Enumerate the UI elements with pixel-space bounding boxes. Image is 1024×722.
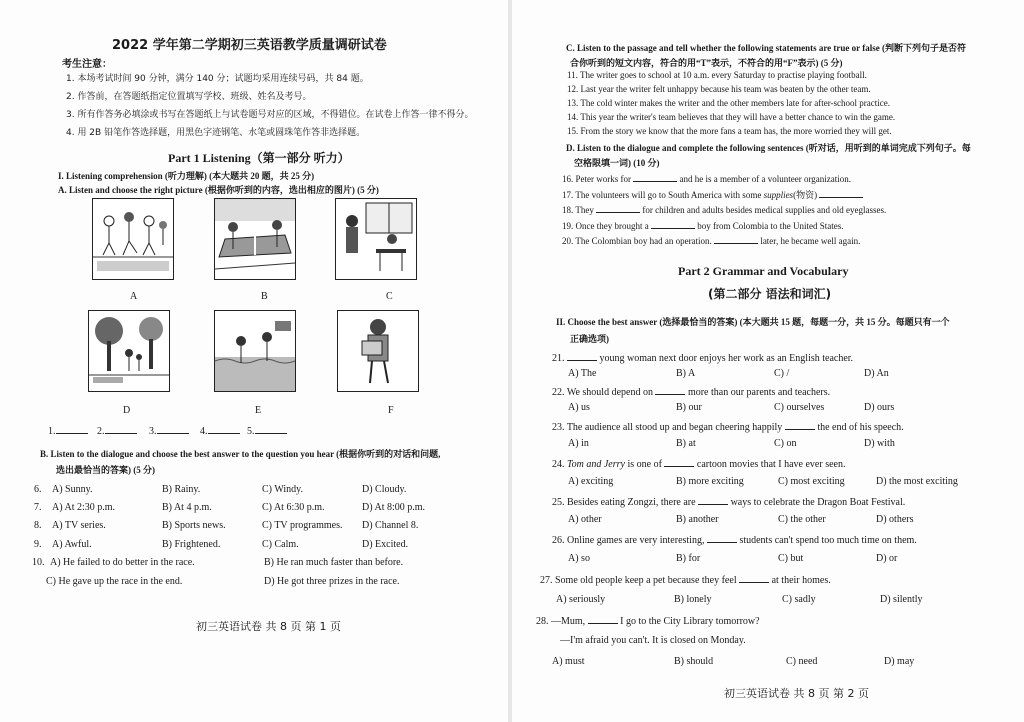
tf-statement: 13. The cold winter makes the writer and the other members late for after-school practice. bbox=[567, 98, 891, 108]
answer-blank-20[interactable] bbox=[714, 234, 758, 244]
answer-blank-16[interactable] bbox=[633, 172, 677, 182]
section-ii-heading: II. Choose the best answer (选择最恰当的答案) (本大题共 15 题，每题一分，共 15 分。每题只有一个 bbox=[556, 317, 950, 327]
page-footer: 初三英语试卷 共 8 页 第 1 页 bbox=[196, 620, 341, 633]
option-q25-d[interactable]: D) others bbox=[876, 514, 914, 525]
answer-blank-17[interactable] bbox=[819, 188, 863, 198]
picture-label-c: C bbox=[386, 291, 393, 302]
option-q7-c[interactable]: C) At 6:30 p.m. bbox=[262, 502, 325, 513]
section-c-heading: C. Listen to the passage and tell whether the following statements are true or false (判断下列句子是否符 bbox=[566, 43, 966, 53]
part1-title: Part 1 Listening（第一部分 听力） bbox=[168, 151, 350, 165]
option-q23-b[interactable]: B) at bbox=[676, 438, 696, 449]
option-q27-d[interactable]: D) silently bbox=[880, 594, 923, 605]
option-q8-d[interactable]: D) Channel 8. bbox=[362, 520, 419, 531]
option-q21-c[interactable]: C) / bbox=[774, 368, 790, 379]
notice-heading: 考生注意： bbox=[62, 59, 112, 70]
question-number: 7. bbox=[34, 502, 42, 513]
answer-blank-19[interactable] bbox=[651, 219, 695, 229]
option-q25-a[interactable]: A) other bbox=[568, 514, 602, 525]
option-q6-a[interactable]: A) Sunny. bbox=[52, 484, 93, 495]
question-number: 10. bbox=[32, 557, 45, 568]
option-q9-a[interactable]: A) Awful. bbox=[52, 539, 92, 550]
option-q26-a[interactable]: A) so bbox=[568, 553, 590, 564]
option-q23-d[interactable]: D) with bbox=[864, 438, 895, 449]
notice-item: 3. 所有作答务必填涂或书写在答题纸上与试卷题号对应的区域，不得错位。在试卷上作答一律不得分。 bbox=[66, 110, 474, 120]
question-28-reply: —I'm afraid you can't. It is closed on Monday. bbox=[560, 635, 746, 646]
question-21: 21. young woman next door enjoys her work as an English teacher. bbox=[552, 353, 854, 364]
picture-label-a: A bbox=[130, 291, 138, 302]
picture-label-f: F bbox=[388, 405, 394, 416]
option-q7-b[interactable]: B) At 4 p.m. bbox=[162, 502, 212, 513]
option-q6-c[interactable]: C) Windy. bbox=[262, 484, 303, 495]
option-q9-c[interactable]: C) Calm. bbox=[262, 539, 299, 550]
option-q24-b[interactable]: B) more exciting bbox=[676, 476, 744, 487]
option-q26-d[interactable]: D) or bbox=[876, 553, 898, 564]
fill-sentence-16: 16. Peter works for and he is a member of a volunteer organization. bbox=[562, 174, 852, 184]
section-b-heading-cont: 选出最恰当的答案) (5 分) bbox=[56, 465, 155, 475]
option-q8-b[interactable]: B) Sports news. bbox=[162, 520, 226, 531]
option-q9-b[interactable]: B) Frightened. bbox=[162, 539, 221, 550]
option-q24-a[interactable]: A) exciting bbox=[568, 476, 614, 487]
section-i-heading: I. Listening comprehension (听力理解) (本大题共 20 题，共 25 分) bbox=[58, 171, 315, 181]
option-q28-c[interactable]: C) need bbox=[786, 656, 818, 667]
option-q9-d[interactable]: D) Excited. bbox=[362, 539, 409, 550]
answer-blank-1[interactable]: 1. bbox=[48, 424, 88, 437]
question-24: 24. Tom and Jerry is one of cartoon movies that I have ever seen. bbox=[552, 459, 846, 470]
answer-blank-18[interactable] bbox=[596, 203, 640, 213]
answer-blank-4[interactable]: 4. bbox=[200, 424, 240, 437]
option-q21-a[interactable]: A) The bbox=[568, 368, 597, 379]
question-22: 22. We should depend on more than our parents and teachers. bbox=[552, 387, 831, 398]
option-q10-d[interactable]: D) He got three prizes in the race. bbox=[264, 576, 400, 587]
exam-page-1 bbox=[0, 0, 508, 722]
part2-title: Part 2 Grammar and Vocabulary bbox=[678, 264, 849, 278]
option-q25-b[interactable]: B) another bbox=[676, 514, 719, 525]
section-c-heading-cont: 合你听到的短文内容，符合的用“T”表示，不符合的用“F”表示) (5 分) bbox=[570, 58, 843, 68]
option-q10-a[interactable]: A) He failed to do better in the race. bbox=[50, 557, 195, 568]
option-q23-a[interactable]: A) in bbox=[568, 438, 589, 449]
fill-sentence-18: 18. They for children and adults besides medical supplies and old eyeglasses. bbox=[562, 205, 887, 215]
question-28: 28. —Mum, I go to the City Library tomorrow? bbox=[536, 616, 760, 627]
picture-label-e: E bbox=[255, 405, 262, 416]
picture-label-d: D bbox=[123, 405, 131, 416]
picture-b bbox=[214, 198, 296, 280]
option-q22-d[interactable]: D) ours bbox=[864, 402, 895, 413]
option-q25-c[interactable]: C) the other bbox=[778, 514, 826, 525]
fill-sentence-19: 19. Once they brought a boy from Colombia to the United States. bbox=[562, 221, 844, 231]
page-footer: 初三英语试卷 共 8 页 第 2 页 bbox=[724, 687, 869, 700]
option-q28-d[interactable]: D) may bbox=[884, 656, 915, 667]
picture-e bbox=[214, 310, 296, 392]
option-q27-a[interactable]: A) seriously bbox=[556, 594, 606, 605]
park-illustration bbox=[89, 311, 169, 391]
table-tennis-illustration bbox=[215, 199, 295, 279]
tf-statement: 12. Last year the writer felt unhappy because his team was beaten by the other team. bbox=[567, 84, 871, 94]
flood-illustration bbox=[215, 311, 295, 391]
option-q28-a[interactable]: A) must bbox=[552, 656, 585, 667]
notice-item: 1. 本场考试时间 90 分钟，满分 140 分；试题均采用连续号码，共 84 题。 bbox=[66, 74, 369, 84]
tf-statement: 11. The writer goes to school at 10 a.m. every Saturday to practise playing football. bbox=[567, 70, 867, 80]
part2-subtitle: (第二部分 语法和词汇) bbox=[708, 287, 832, 301]
option-q6-d[interactable]: D) Cloudy. bbox=[362, 484, 407, 495]
exam-page-2 bbox=[512, 0, 1024, 722]
option-q8-c[interactable]: C) TV programmes. bbox=[262, 520, 343, 531]
classroom-illustration bbox=[336, 199, 416, 279]
option-q21-b[interactable]: B) A bbox=[676, 368, 696, 379]
question-27: 27. Some old people keep a pet because they feel at their homes. bbox=[540, 575, 831, 586]
option-q22-c[interactable]: C) ourselves bbox=[774, 402, 825, 413]
kids-running-illustration bbox=[93, 199, 173, 279]
notice-item: 2. 作答前，在答题纸指定位置填写学校、班级、姓名及考号。 bbox=[66, 92, 312, 102]
question-26: 26. Online games are very interesting, students can't spend too much time on them. bbox=[552, 535, 917, 546]
question-number: 6. bbox=[34, 484, 42, 495]
notice-item: 4. 用 2B 铅笔作答选择题，用黑色字迹钢笔、水笔或圆珠笔作答非选择题。 bbox=[66, 128, 366, 138]
picture-d bbox=[88, 310, 170, 392]
option-q23-c[interactable]: C) on bbox=[774, 438, 797, 449]
option-q27-b[interactable]: B) lonely bbox=[674, 594, 712, 605]
answer-blank-2[interactable]: 2. bbox=[97, 424, 137, 437]
section-d-heading: D. Listen to the dialogue and complete the following sentences (听对话，用听到的单词完成下列句子。每 bbox=[566, 143, 971, 153]
section-d-heading-cont: 空格限填一词) (10 分) bbox=[574, 158, 660, 168]
option-q8-a[interactable]: A) TV series. bbox=[52, 520, 106, 531]
question-23: 23. The audience all stood up and began cheering happily the end of his speech. bbox=[552, 422, 904, 433]
option-q22-a[interactable]: A) us bbox=[568, 402, 590, 413]
question-number: 8. bbox=[34, 520, 42, 531]
picture-a bbox=[92, 198, 174, 280]
picture-label-b: B bbox=[261, 291, 268, 302]
option-q26-b[interactable]: B) for bbox=[676, 553, 701, 564]
option-q24-c[interactable]: C) most exciting bbox=[778, 476, 845, 487]
tf-statement: 15. From the story we know that the more fans a team has, the more worried they will get. bbox=[567, 126, 892, 136]
answer-blank-5[interactable]: 5. bbox=[247, 424, 287, 437]
section-b-heading: B. Listen to the dialogue and choose the best answer to the question you hear (根据你听到的对话和问题, bbox=[40, 449, 441, 459]
boy-reading-illustration bbox=[338, 311, 418, 391]
fill-sentence-20: 20. The Colombian boy had an operation. later, he became well again. bbox=[562, 236, 861, 246]
question-number: 9. bbox=[34, 539, 42, 550]
option-q27-c[interactable]: C) sadly bbox=[782, 594, 816, 605]
option-q7-a[interactable]: A) At 2:30 p.m. bbox=[52, 502, 116, 513]
question-25: 25. Besides eating Zongzi, there are ways to celebrate the Dragon Boat Festival. bbox=[552, 497, 906, 508]
fill-sentence-17: 17. The volunteers will go to South America with some supplies(物资) bbox=[562, 188, 863, 201]
option-q26-c[interactable]: C) but bbox=[778, 553, 804, 564]
exam-title: 2022 学年第二学期初三英语教学质量调研试卷 bbox=[112, 38, 387, 53]
option-q24-d[interactable]: D) the most exciting bbox=[876, 476, 958, 487]
picture-f bbox=[337, 310, 419, 392]
option-q6-b[interactable]: B) Rainy. bbox=[162, 484, 201, 495]
option-q28-b[interactable]: B) should bbox=[674, 656, 714, 667]
section-ii-heading-cont: 正确选项) bbox=[570, 334, 609, 344]
tf-statement: 14. This year the writer's team believes that they will have a better chance to win the game. bbox=[567, 112, 896, 122]
answer-blank-3[interactable]: 3. bbox=[149, 424, 189, 437]
picture-c bbox=[335, 198, 417, 280]
option-q21-d[interactable]: D) An bbox=[864, 368, 889, 379]
option-q7-d[interactable]: D) At 8:00 p.m. bbox=[362, 502, 426, 513]
section-a-heading: A. Listen and choose the right picture (根据你听到的内容，选出相应的图片) (5 分) bbox=[58, 185, 379, 195]
option-q22-b[interactable]: B) our bbox=[676, 402, 702, 413]
option-q10-c[interactable]: C) He gave up the race in the end. bbox=[46, 576, 183, 587]
option-q10-b[interactable]: B) He ran much faster than before. bbox=[264, 557, 404, 568]
